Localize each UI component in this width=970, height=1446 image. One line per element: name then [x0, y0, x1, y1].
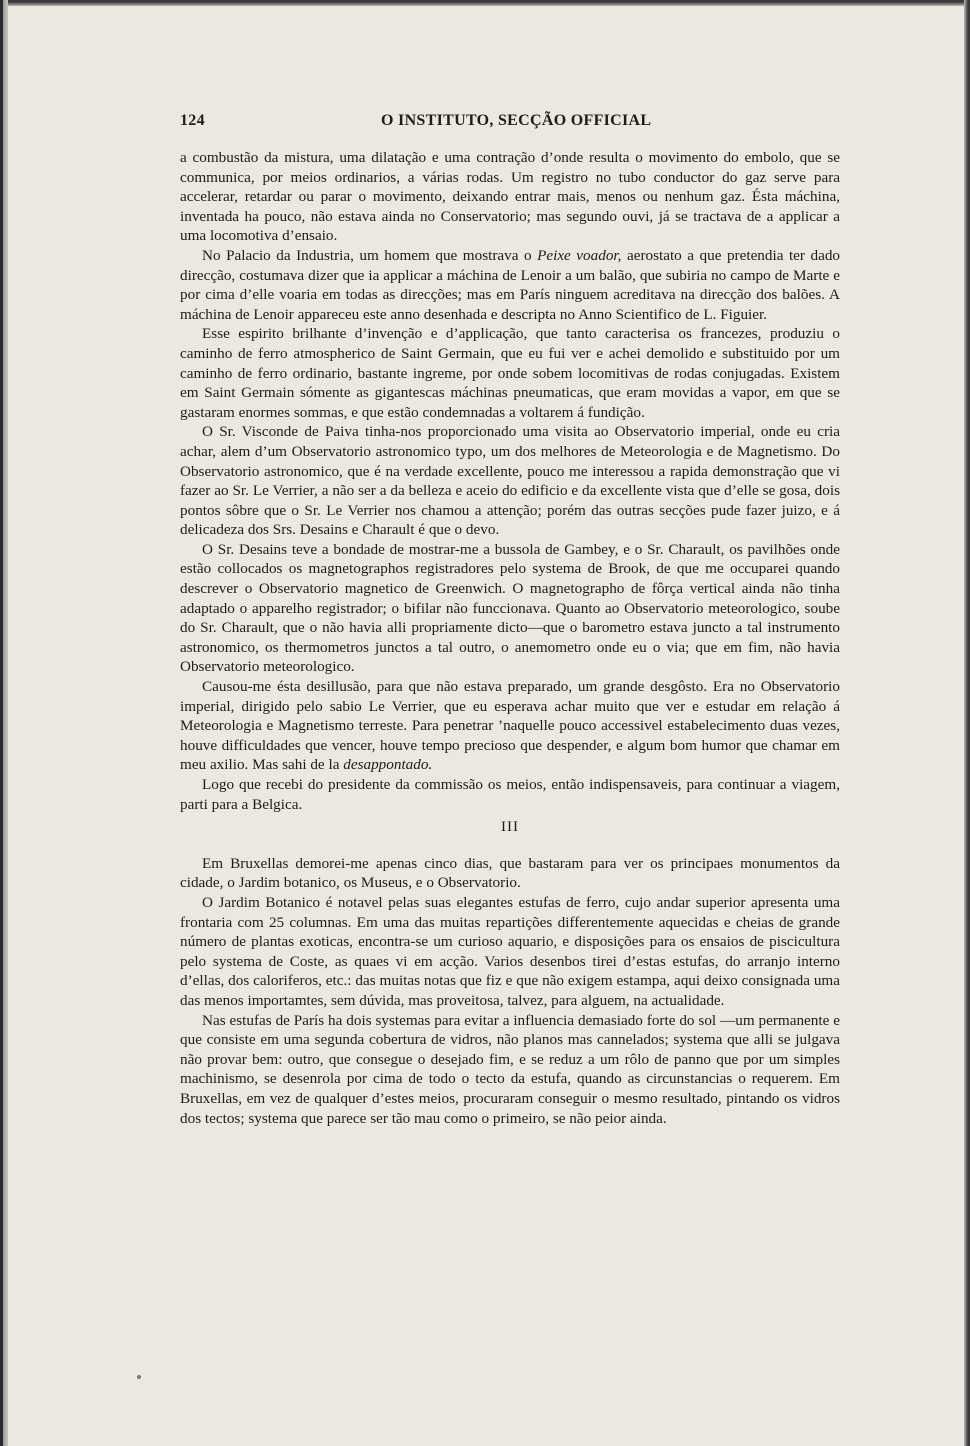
printed-page	[180, 112, 840, 1128]
paragraph-text: aerostato a que pretendia ter dado direcção, costumava dizer que ia applicar a máchina de Lenoir a um balão, que subiria no campo de Marte e por cima d’elle voaria em todas as direcções; mas em París ninguem acreditava na direcção dos balões. A máchina de Lenoir appareceu este anno desenhada e descripta no Anno Scientifico de L. Figuier.	[180, 246, 841, 323]
article-body	[180, 148, 840, 1128]
running-title: O INSTITUTO, SECÇÃO OFFICIAL	[381, 112, 652, 129]
italic-term: Peixe voador,	[537, 246, 622, 264]
paragraph-desillusao	[180, 677, 840, 775]
page-number: 124	[180, 112, 205, 129]
paragraph-jardim-botanico: O Jardim Botanico é notavel pelas suas elegantes estufas de ferro, cujo andar superior apresenta uma frontaria com 25 columnas. Em uma das muitas repartições differentemente aquecidas e cheias de grande número de plantas exoticas, encontra-se um curioso aquario, e disposições para os ensaios de piscicultura pelo systema de Coste, as quaes vi em acção. Varios desenbos tirei d’estas estufas, do arranjo interno d’ellas, dos caloriferos, etc.: das muitas notas que fiz e que não exigem estampa, aqui deixo consignada uma das menos importamtes, sem dúvida, mas proveitosa, talvez, para alguem, na actualidade.	[180, 893, 840, 1009]
paragraph-saint-germain: Esse espirito brilhante d’invenção e d’applicação, que tanto caracterisa os francezes, produziu o caminho de ferro atmospherico de Saint Germain, que eu fui ver e achei demolido e substituido por um caminho de ferro ordinario, bastante ingreme, por onde sobem locomitivas de rodas conjugadas. Existem em Saint Germain sómente as gigantescas máchinas pneumaticas, que eram movidas a vapor, em que se gastaram enormes sommas, e que estão condemnadas a voltarem á fundição.	[180, 325, 840, 421]
italic-term: desappontado.	[343, 756, 433, 774]
paragraph-observatorio-imperial: O Sr. Visconde de Paiva tinha-nos proporcionado uma visita ao Observatorio imperial, onde eu cria achar, alem d’um Observatorio astronomico typo, um dos melhores de Meteorologia e de Magnetismo. Do Observatorio astronomico, que é na verdade excellente, pouco me interessou a rapida demonstração que vi fazer ao Sr. Le Verrier, a não ser a da belleza e aceio do edificio e da excellente vista que d’elle se gosa, dois pontos sôbre que o Sr. Le Verrier nos chamou a attenção; porém das outras secções pude fazer juizo, e á delicadeza dos Srs. Desains e Charault é que o devo.	[180, 423, 840, 539]
scan-border-right	[964, 0, 970, 1446]
paragraph-desains-charault: O Sr. Desains teve a bondade de mostrar-me a bussola de Gambey, e o Sr. Charault, os pavilhões onde estão collocados os magnetographos registradores pelo systema de Brook, de que me occuparei quando descrever o Observatorio magnetico de Greenwich. O magnetographo de fôrça vertical ainda não tinha adaptado o apparelho registrador; o bifilar não funccionava. Quanto ao Observatorio meteorologico, soube do Sr. Charault, que o não havia alli propriamente dicto—que o barometro estava juncto a tal instrumento astronomico, os thermometros junctos a tal outro, o anemometro onde eu o via; que em fim, não havia Observatorio meteorologico.	[180, 540, 840, 676]
ink-speck	[137, 1375, 141, 1379]
running-head	[180, 112, 840, 134]
scan-border-top	[0, 0, 970, 6]
paragraph-bruxellas: Em Bruxellas demorei-me apenas cinco dias, que bastaram para ver os principaes monumentos da cidade, o Jardim botanico, os Museus, e o Observatorio.	[180, 854, 840, 892]
paragraph-text: Causou-me ésta desillusão, para que não estava preparado, um grande desgôsto. Era no Observatorio imperial, dirigido pelo sabio Le Verrier, que eu esperava achar muito que ver e estudar em relação á Meteorologia e Magnetismo terreste. Para penetrar ’naquelle pouco accessivel estabelecimento duas vezes, houve difficuldades que vencer, houve tempo precioso que despender, e algum bom humor que chamar em meu axilio. Mas sahi de la	[180, 678, 840, 774]
paragraph-estufas-paris: Nas estufas de París ha dois systemas para evitar a influencia demasiado forte do sol —um permanente e que consiste em uma segunda cobertura de vidros, não planos mas cannelados; systema que alli se julgava não provar bem: outro, que consegue o desejado fim, e se reduz a um rôlo de panno que por um simples machinismo, se desenrola por cima de todo o tecto da estufa, quando as circunstancias o requerem. Em Bruxellas, em vez de qualquer d’estes meios, procuraram conseguir o mesmo resultado, pintando os vidros dos tectos; systema que parece ser tão mau como o primeiro, se não peior ainda.	[180, 1011, 840, 1127]
paragraph-text: No Palacio da Industria, um homem que mostrava o	[202, 246, 538, 264]
paragraph-partida-belgica: Logo que recebi do presidente da commissão os meios, então indispensaveis, para continuar a viagem, parti para a Belgica.	[180, 776, 840, 813]
paragraph-palacio-industria	[180, 246, 840, 324]
section-heading: III	[501, 819, 519, 836]
paragraph-continued: a combustão da mistura, uma dilatação e uma contração d’onde resulta o movimento do embolo, que se communica, por meios ordinarios, a várias rodas. Um registro no tubo conductor do gaz serve para accelerar, retardar ou parar o movimento, deixando entrar mais, menos ou nenhum gaz. Ésta máchina, inventada ha pouco, não estava ainda no Conservatorio; mas segundo ouvi, já se tractava de a applicar a uma locomotiva d’ensaio.	[180, 149, 840, 245]
scan-border-left	[0, 0, 8, 1446]
